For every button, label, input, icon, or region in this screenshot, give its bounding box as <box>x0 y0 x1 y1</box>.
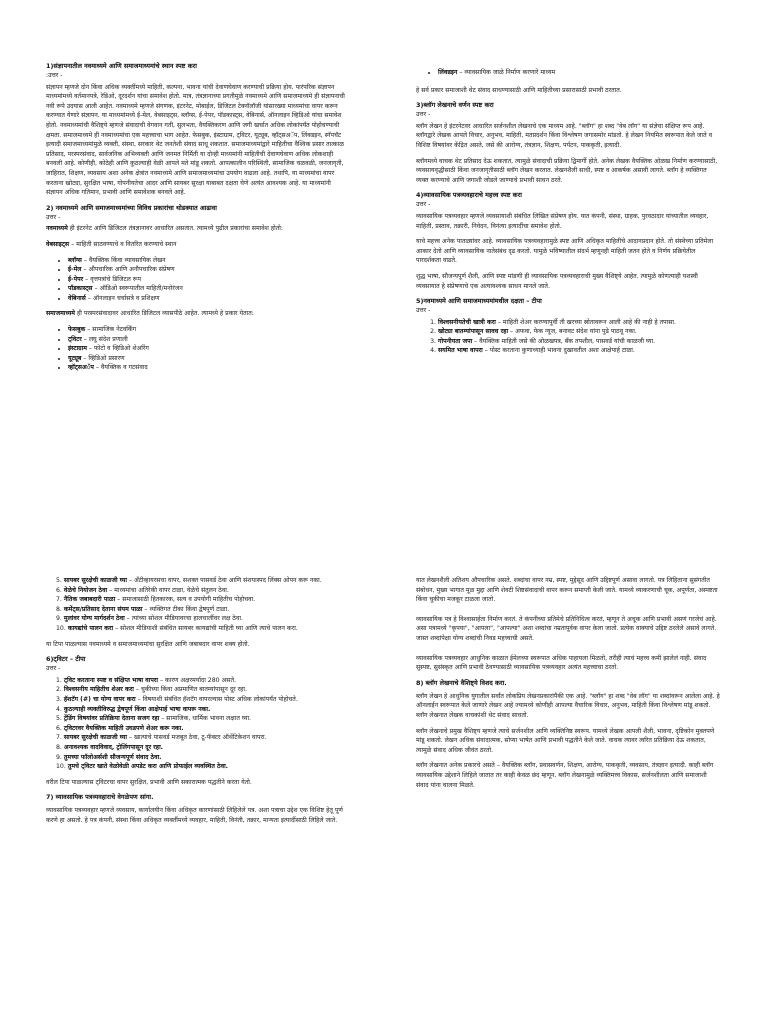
list-item <box>438 337 720 347</box>
list-item-number: 5. <box>56 577 62 584</box>
q8-paragraph-3: ब्लॉग लेखनात अनेक प्रकारचे असते – वैयक्तिक ब्लॉग, प्रवासवर्णन, शिक्षण, आरोग्य, पाककृती, व्यवसाय, तंत्रज्ञान इत्यादी. काही ब्लॉग व्यावसायिक उद्देशाने लिहिले जातात तर काही केवळ छंद म्हणून. ब्लॉग लेखनामुळे व्यक्तिमत्त्व विकास, सर्जनशीलता आणि समाजाशी संवाद यांना चालना मिळते. <box>416 762 714 789</box>
list-item-title: फेसबुक <box>68 326 86 334</box>
list-item-title: ट्विटरवर वैयक्तिक माहिती उघडपणे शेअर करू नका. <box>63 724 184 732</box>
q4-paragraph-1: व्यावसायिक पत्रव्यवहार म्हणजे व्यवसायाशी संबंधित लिखित संप्रेषण होय. यात कंपनी, संस्था, ग्राहक, पुरवठादार यांच्यातील व्यवहार, माहिती, प्रस्ताव, तक्रारी, निवेदन, विनंत्या इत्यादींचा समावेश होतो. <box>416 212 709 230</box>
list-item <box>56 724 346 734</box>
q7-paragraph: व्यावसायिक पत्रव्यवहार म्हणजे व्यवसाय, कार्यालयीन किंवा अधिकृत कारणांसाठी लिहिलेले पत्र. अशा पत्राचा उद्देश एक विशिष्ट हेतू पूर्ण करणे हा असतो. हे पत्र कंपनी, संस्था किंवा अधिकृत व्यक्तींमध्ये व्यवहार, माहिती, विनंती, तक्रार, मान्यता इत्यादींसाठी लिहिले जाते. <box>46 807 343 824</box>
list-item-number: 3. <box>56 695 62 703</box>
list-item <box>56 586 346 596</box>
list-item-text: – विषयाशी संबंधित हॅशटॅग वापरल्यास पोस्ट अधिक लोकांपर्यंत पोहोचते. <box>135 695 298 703</box>
list-item-text: – त्यांच्या सोशल मीडियावरचा हालचालींवर लक्ष ठेवा. <box>124 615 243 623</box>
list-item-text: – फोटो व व्हिडिओ शेअरिंग <box>86 345 149 353</box>
websites-text: – माहिती साठवण्याचे व वितरित करण्याचे स्थान <box>69 240 177 248</box>
list-item <box>68 335 346 345</box>
q8-paragraph-2: ब्लॉग लेखनाचे प्रमुख वैशिष्ट्य म्हणजे त्याचे सर्जनशील आणि व्यक्तिनिष्ठ स्वरूप. यामध्ये लेखक आपली शैली, भावना, दृष्टिकोन मुक्तपणे मांडू शकतो. लेखन अधिक संवादात्मक, सोप्या भाषेत आणि प्रभावी पद्धतीने केले जाते. वाचक त्यावर त्वरित प्रतिक्रिया देऊ शकतात, त्यामुळे संवाद अधिक जीवंत ठरतो. <box>416 727 715 754</box>
list-item <box>68 344 346 354</box>
list-item <box>68 354 346 364</box>
websites-line <box>46 240 346 250</box>
linkedin-list <box>416 68 720 78</box>
list-item-text: – माध्यमांचा अतिरेकी वापर टाळा, वेळेचे संतुलन ठेवा. <box>107 586 229 594</box>
list-item-text: – वैयक्तिक माहिती जसे की ओळखपत्र, बँक तपशील, पासवर्ड यांची काळजी घ्या. <box>472 337 656 345</box>
list-item-title: ई-पेपर <box>68 275 84 283</box>
list-item-title: हॅशटॅग (#) चा योग्य वापर करा <box>63 695 136 703</box>
q5-answer-label: उत्तर - <box>416 307 431 315</box>
q3-paragraph-1: ब्लॉग लेखन हे इंटरनेटवर आधारित सर्जनशील लेखनाचे एक माध्यम आहे. "ब्लॉग" हा शब्द "वेब लॉग" या संज्ञेचा संक्षिप्त रूप आहे. ब्लॉगद्वारे लेखक आपले विचार, अनुभव, माहिती, मतप्रदर्शन किंवा विश्लेषण जगासमोर मांडतो. हे लेखन नियमित स्वरूपात केले जाते व विशिष्ट विषयांवर केंद्रित असते, जसे की आरोग्य, तंत्रज्ञान, शिक्षण, पर्यटन, पाककृती, इत्यादी. <box>416 122 713 149</box>
social-media-list <box>46 325 346 373</box>
q6-heading: 6)ट्विटर – टीपा <box>46 655 86 664</box>
list-item <box>56 753 346 763</box>
q5-tips-list <box>416 318 720 356</box>
list-item-number: 9. <box>56 753 62 761</box>
list-item-number: 6. <box>56 724 62 732</box>
list-item-number: 5. <box>56 715 62 723</box>
list-item-number: 9. <box>56 615 62 623</box>
list-item-number: 10. <box>56 624 66 632</box>
social-media-text: ही परस्परसंवादावर आधारित डिजिटल व्यासपीठे आहेत. त्यामध्ये हे प्रकार येतात: <box>75 310 254 318</box>
list-item-text: – पोस्ट करताना कुणाच्याही भावना दुखावतील अशा आक्षेपार्ह टाळा. <box>482 347 635 355</box>
list-item <box>56 762 346 772</box>
list-item-number: 7. <box>56 596 62 604</box>
list-item-number: 4. <box>56 705 62 713</box>
list-item <box>68 275 346 285</box>
list-item-title: सायबर सुरक्षेची काळजी घ्या <box>63 577 127 584</box>
new-media-list <box>46 256 346 304</box>
list-item-text: – व्यावसायिक जाळे निर्माण करणारे माध्यम <box>457 69 556 76</box>
list-item-title: लिंक्डइन <box>438 69 458 76</box>
list-item-text: – औपचारिक आणि अनौपचारिक संप्रेषण <box>81 266 175 274</box>
list-item-title: वेळेचे नियोजन ठेवा <box>63 586 108 594</box>
q3-paragraph-2: ब्लॉगमध्ये वाचक थेट प्रतिसाद देऊ शकतात, त्यामुळे संवादाची प्रक्रिया द्विमार्गी होते. अनेक लेखक वैयक्तिक ओळख निर्माण करण्यासाठी, व्यवसायवृद्धीसाठी किंवा जनजागृतीसाठी ब्लॉग लेखन करतात. लेखनशैली साधी, स्पष्ट व आकर्षक असावी लागते. ब्लॉग हे व्यक्तिगत व्यक्त करण्याचे आणि जगाशी जोडले जाण्याचे प्रभावी साधन ठरते. <box>416 157 718 184</box>
q1-answer-label: :उत्तर - <box>46 72 63 79</box>
list-item-number: 8. <box>56 743 62 751</box>
q6-conclusion: वरील टिपा पाळल्यास ट्विटरचा वापर सुरक्षित, प्रभावी आणि सकारात्मक पद्धतीने करता येतो. <box>46 778 252 786</box>
list-item <box>56 705 346 715</box>
list-item-text: – अफवा, फेक न्यूज, बनावट संदेश यांना पुढे पाठवू नका. <box>508 328 637 336</box>
page-1-left-column <box>46 62 346 379</box>
list-item-title: सायबर सुरक्षेची काळजी घ्या <box>63 734 127 742</box>
list-item-text: – लघु संदेश प्रणाली <box>81 335 128 343</box>
q2-answer-label: उत्तर - <box>46 213 61 221</box>
list-item-text: – वृत्तपत्रांचे डिजिटल रूप <box>83 275 142 283</box>
list-item-number: 1. <box>56 676 62 684</box>
list-item <box>68 284 346 294</box>
list-item-text: – खात्याचे पासवर्ड मजबूत ठेवा, टू-फॅक्टर ऑथेंटिकेशन वापरा. <box>126 734 267 742</box>
q4-answer-label: उत्तर - <box>416 201 431 209</box>
q7-paragraph-4: व्यावसायिक पत्रव्यवहार आधुनिक काळात ईमेलच्या स्वरूपात अधिक पाहायला मिळतो, तरीही त्याचं महत्त्व कमी झालेलं नाही. संवाद सुस्पष्ट, सुसंस्कृत आणि प्रभावी ठेवण्यासाठी व्यावसायिक पत्रव्यवहार अत्यंत महत्त्वाचा ठरतो. <box>416 654 707 672</box>
list-item-text: – वैयक्तिक किंवा व्यावसायिक लेखन <box>81 256 166 264</box>
q5-tips-continued-list <box>46 576 346 634</box>
list-item-title: ट्विट करताना स्पष्ट व संक्षिप्त भाषा वापरा <box>63 676 158 684</box>
list-item-title: इंस्टाग्राम <box>68 345 87 353</box>
q7-heading: 7) व्यावसायिक पत्रव्यवहाराचे वेगळेपण सांगा. <box>46 793 154 802</box>
list-item <box>68 265 346 275</box>
q8-heading: 8) ब्लॉग लेखनाचे वैशिष्ट्ये विशद करा. <box>416 678 507 687</box>
q4-heading: 4)व्यावसायिक पत्रव्यवहाराचे महत्त्व स्पष्ट करा <box>416 191 522 200</box>
page-1-right-column <box>416 68 720 362</box>
list-item <box>56 685 346 695</box>
list-item-number: 2. <box>56 686 62 694</box>
list-item-text: – सामाजिक, धार्मिक भावना लक्षात घ्या. <box>159 715 252 723</box>
list-item-text: – वैयक्तिक व गटसंवाद <box>93 364 148 372</box>
social-media-intro <box>46 309 346 319</box>
q2-intro <box>46 224 346 234</box>
list-item <box>438 318 720 328</box>
q5-conclusion: या टिपा पाळल्यास नवमाध्यमे व समाजमाध्यमांचा सुरक्षित आणि जबाबदार वापर शक्य होतो. <box>46 640 250 648</box>
list-item-text: – सोशल मीडियाशी संबंधित सायबर कायद्यांची माहिती घ्या आणि त्याचे पालन करा. <box>113 624 298 632</box>
list-item-number: 10. <box>56 763 66 771</box>
list-item <box>56 614 346 624</box>
list-item-title: कुठल्याही व्यक्तीविरुद्ध द्वेषपूर्ण किंवा आक्षेपार्ह भाषा वापरू नका. <box>63 705 211 713</box>
page-2-left-column <box>46 576 346 831</box>
q6-tips-list <box>46 676 346 772</box>
q2-intro-lead: नवमाध्यमे <box>46 225 68 233</box>
q1-paragraph: संज्ञापन म्हणजे दोन किंवा अधिक व्यक्तींमध्ये माहिती, कल्पना, भावना यांची देवाणघेवाण करण्याची प्रक्रिया होय. पारंपरिक संज्ञापन माध्यमांमध्ये वर्तमानपत्रे, रेडिओ, दूरदर्शन यांचा समावेश होतो. मात्र, तंत्रज्ञानाच्या प्रगतीमुळे नवमाध्यमे आणि समाजमाध्यमे ही संज्ञापनाची नवी रूपे उदयास आली आहेत. नवमाध्यमे म्हणजे संगणक, इंटरनेट, मोबाईल, डिजिटल टेक्नॉलॉजी यांसारख्या माध्यमांचा वापर करून करण्यात येणारे संज्ञापन. या माध्यमांमध्ये ई-मेल, वेबसाइट्स, ब्लॉग्स, ई-पेपर, पॉडकास्ट्स, वेबिनार्स, ऑनलाइन व्हिडिओ यांचा समावेश होतो. नवमाध्यमांची वैशिष्ट्ये म्हणजे संवादाची वेगवान गती, सुलभता, वैयक्तिकरण आणि जगी खर्चात अधिक लोकांपर्यंत पोहोचण्याची क्षमता. समाजमाध्यमे ही नवमाध्यमांचा एक महत्त्वाचा भाग आहेत. फेसबुक, इंस्टाग्राम, ट्विटर, यूट्यूब, व्हॉट्सअॅप, लिंक्डइन, स्नॅपचॅट इत्यादी समाजमाध्यमांमुळे व्यक्ती, संस्था, सरकार थेट जनतेशी संवाद साधू शकतात. समाजमाध्यमांद्वारे माहितीचा वैश्विक प्रसार तात्काळ प्रतिसाद, परस्परसंवाद, सार्वजनिक अभिव्यक्ती आणि जनमत निर्मिती या दोन्ही माध्यमांनी माहितीची देवाणघेवाण अधिक लोकशाही बनवली आहे. कोणीही, कोठेही आणि कुठल्याही वेळी आपले मते मांडू शकतो. आपत्कालीन परिस्थिती, सामाजिक चळवळी, जनजागृती, जाहिरात, शिक्षण, व्यवसाय अशा अनेक क्षेत्रांत नवमाध्यमे आणि समाजमाध्यमांचा उपयोग वाढला आहे. तथापि, या माध्यमांचा वापर करताना खोट्या, सुरक्षित भाषा, गोपनीयतेचा आदर आणि सायबर सुरक्षा याबाबत दक्षता घेणे अत्यंत आवश्यक आहे. या माध्यमांनी संज्ञापन अधिक गतिमान, प्रभावी आणि समावेशक बनवले आहे. <box>46 83 345 197</box>
list-item-title: व्हॉट्सअॅप <box>68 364 94 372</box>
list-item-title: ई-मेल <box>68 266 82 274</box>
list-item <box>56 733 346 743</box>
list-item <box>56 743 346 753</box>
list-item-title: यूट्यूब <box>68 354 82 362</box>
list-item <box>438 68 720 78</box>
list-item <box>56 714 346 724</box>
q5-heading: 5)नवमाध्यमे आणि समाजमाध्यमांमधील दक्षता – टीपा <box>416 297 542 306</box>
list-item-text: – माहिती शेअर करण्यापूर्वी ती खरच्या स्रोतावरून आली आहे की नाही हे तपासा. <box>495 318 676 326</box>
list-item-title: गोपनीयता जपा <box>438 337 473 345</box>
list-item-number: 6. <box>56 586 62 594</box>
q4-paragraph-2: याचे महत्त्व अनेक पातळ्यांवर आहे. व्यावसायिक पत्रव्यवहारामुळे स्पष्ट आणि अधिकृत माहितीचे आदानप्रदान होते. तो संस्थेच्या प्रतिमेला आकार देतो आणि व्यावसायिक नातेसंबंध दृढ करतो. यामुळे भविष्यातील संदर्भ म्हणूनही माहिती जतन होते व निर्णय प्रक्रियेतील पारदर्शकता वाढते. <box>416 238 714 265</box>
list-item-title: अनावश्यक वादविवाद, ट्रोलिंगपासून दूर रहा. <box>63 743 164 751</box>
q8-paragraph-1: ब्लॉग लेखन हे आधुनिक युगातील सर्वांत लोकप्रिय लेखनप्रकारांपैकी एक आहे. "ब्लॉग" हा शब्द "वेब लॉग" या शब्दांवरून आलेला आहे. हे ऑनलाईन स्वरूपात केले जाणारे लेखन आहे ज्यामध्ये कोणीही आपल्या वैचारिक विचार, अनुभव, माहिती किंवा विश्लेषण मांडू शकतो. ब्लॉग लेखनात लेखक वाचकांशी थेट संवाद साधतो. <box>416 692 720 719</box>
page-2-right-column <box>416 576 720 796</box>
list-item-text: – समाजासाठी हितकारक, सत्य व उपयोगी माहितीच पोहोचवा. <box>115 596 256 604</box>
list-item <box>68 294 346 304</box>
list-item <box>56 595 346 605</box>
list-item-title: नैतिक जबाबदारी पाळा <box>63 596 116 604</box>
list-item <box>56 695 346 705</box>
list-item <box>56 676 346 686</box>
list-item-title: ट्विटर <box>68 335 82 343</box>
list-item-number: 7. <box>56 734 62 742</box>
list-item-title: तुमच्या फॉलोअर्सशी सौजन्यपूर्ण संवाद ठेवा. <box>63 753 162 761</box>
list-item-title: ट्रेंडिंग विषयांवर प्रतिक्रिया देताना सजग रहा <box>63 715 160 723</box>
list-item <box>68 325 346 335</box>
list-item-text: – ऑडिओ स्वरूपातील माहिती/मनोरंजन <box>92 285 183 293</box>
list-item-text: – कारण अक्षरमर्यादा 280 असते. <box>157 676 236 684</box>
list-item-title: ब्लॉग्स <box>68 256 82 264</box>
list-item-text: – चुकीच्या किंवा अप्रमाणित बातम्यांपासून दूर रहा. <box>133 686 247 694</box>
list-item-title: कमेंट्स/प्रतिसाद देताना संयम पाळा <box>63 605 143 613</box>
list-item-title: वेबिनार्स <box>68 294 86 302</box>
list-item-title: तुमचे ट्विटर खाते वेळोवेळी अपडेट करा आणि प्रोफाईल व्यवस्थित ठेवा. <box>67 763 229 771</box>
list-item-title: विश्वसनीयतेची खात्री करा <box>438 318 496 326</box>
q1-heading: 1)संज्ञापनातील नवमाध्यमे आणि समाजमाध्यमांचे स्थान स्पष्ट करा <box>46 62 197 70</box>
list-item-title: कायद्यांचे पालन करा <box>67 624 114 632</box>
list-item-text: – व्यक्तिगत टीका किंवा द्वेषपूर्ण टाळा. <box>142 605 230 613</box>
list-item-text: – सामाजिक नेटवर्किंग <box>85 326 137 334</box>
q3-answer-label: उत्तर - <box>416 111 431 119</box>
list-item-text: – अँटीव्हायरसचा वापर, सशक्त पासवर्ड ठेवा आणि संशयास्पद लिंक्स ओपन करू नका. <box>126 577 322 584</box>
summary-paragraph: हे सर्व प्रकार समाजाशी थेट संवाद साधण्यासाठी आणि माहितीच्या प्रसारासाठी प्रभावी ठरतात. <box>416 86 622 94</box>
list-item-title: मुलांवर योग्य मार्गदर्शन ठेवा <box>63 615 125 623</box>
list-item <box>438 346 720 356</box>
q4-paragraph-3: शुद्ध भाषा, सौजन्यपूर्ण शैली, आणि स्पष्ट मांडणी ही व्यावसायिक पत्रव्यवहाराची मुख्य वैशिष्ट्ये आहेत. त्यामुळे कोणत्याही यशस्वी व्यवसायात हे संप्रेषणाचे एक अत्यावश्यक साधन मानले जाते. <box>416 272 698 290</box>
list-item <box>68 363 346 373</box>
social-media-lead: समाजमाध्यमे <box>46 310 75 318</box>
q6-answer-label: उत्तर - <box>46 665 61 673</box>
list-item-text: – ऑनलाइन चर्चासत्रे व प्रशिक्षण <box>85 294 160 302</box>
q3-heading: 3)ब्लॉग लेखनाचे वर्णन स्पष्ट करा <box>416 101 494 110</box>
list-item <box>56 605 346 615</box>
websites-lead: वेबसाइट्स <box>46 240 70 248</box>
list-item <box>68 256 346 266</box>
q7-paragraph-2: यात लेखनशैली अतिशय औपचारिक असते. शब्दांचा वापर नम्र, स्पष्ट, मुद्देसूद आणि उद्दिष्टपूर्ण असावा लागतो. पत्र लिहिताना सुसंगतीत संबोधन, मुख्य भागात मूळ मुद्दा आणि शेवटी शिष्टसंवादाची वापर करून समाप्ती केली जाते. यामध्ये व्याकरणाची चूक, अपूर्णता, अस्पष्टता किंवा चुकीचा मजकूर टाळला जातो. <box>416 577 718 604</box>
list-item-title: सयमित भाषा वापरा <box>438 347 483 355</box>
q7-paragraph-3: व्यावसायिक पत्र हे विश्वासार्हता निर्माण करतं. ते कंपनीच्या प्रतिमेचे प्रतिनिधित्व करतं, म्हणून ते अचूक आणि प्रभावी असणं गरजेचं आहे. असा पत्रामध्ये "कृपया", "आपला", "आपल्या" अशा शब्दांचा नम्रतापूर्वक वापर केला जातो. प्रत्येक वाक्याचे उद्दिष्ट ठरलेले असावे लागते. जास्त शब्दांपेक्षा योग्य शब्दांची निवड महत्त्वाची असते. <box>416 615 717 642</box>
list-item-number: 8. <box>56 605 62 613</box>
list-item-title: खोट्या बातम्यांपासून सावध रहा <box>438 328 509 336</box>
list-item <box>438 327 720 337</box>
list-item-title: पॉडकास्ट्स <box>68 285 93 293</box>
list-item-title: विश्वसनीय माहितीच शेअर करा <box>63 686 134 694</box>
q2-heading: 2) नवमाध्यमे आणि समाजमाध्यमांच्या विविध प्रकारांचा थोडक्यात आढावा <box>46 203 217 212</box>
q2-intro-text: ही इंटरनेट आणि डिजिटल तंत्रज्ञानावर आधारित असतात. त्यामध्ये पुढील प्रकारांचा समावेश होतो: <box>67 225 283 233</box>
list-item <box>56 624 346 634</box>
list-item-text: – व्हिडिओ प्रसारण <box>81 354 125 362</box>
list-item <box>56 576 346 586</box>
